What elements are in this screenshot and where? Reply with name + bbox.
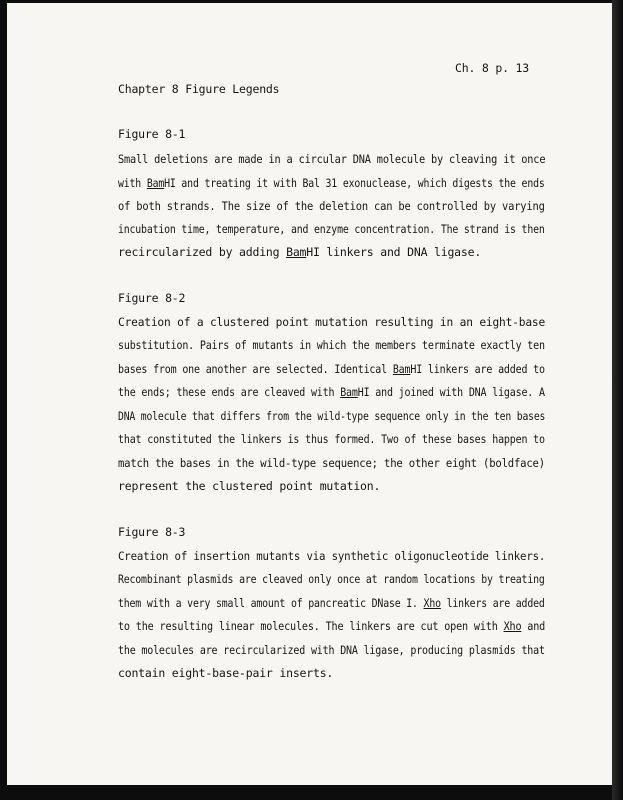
legend-line: the molecules are recircularized with DNA ligase, producing plasmids that [118,643,545,657]
legend-line: recircularized by adding BamHI linkers and DNA ligase. [118,245,482,259]
figure-title: Figure 8-1 [118,127,186,141]
legend-line: the ends; these ends are cleaved with BamHI and joined with DNA ligase. A [118,385,545,399]
figure-title: Figure 8-2 [118,291,186,305]
legend-line: DNA molecule that differs from the wild-type sequence only in the ten bases [118,409,546,423]
legend-line: substitution. Pairs of mutants in which the members terminate exactly ten [118,338,545,352]
figure-title: Figure 8-3 [118,525,186,539]
legend-line: Creation of a clustered point mutation resulting in an eight-base [118,315,546,329]
legend-line: represent the clustered point mutation. [118,479,381,493]
legend-line: match the bases in the wild-type sequence; the other eight (boldface) [118,456,545,470]
legend-line: with BamHI and treating it with Bal 31 exonuclease, which digests the ends [118,176,545,190]
legend-line: to the resulting linear molecules. The linkers are cut open with Xho and [118,619,546,633]
legend-line: that constituted the linkers is thus formed. Two of these bases happen to [118,432,545,446]
legend-line: incubation time, temperature, and enzyme concentration. The strand is then [118,222,545,236]
legend-line: Recombinant plasmids are cleaved only once at random locations by treating [118,572,545,586]
legend-line: Small deletions are made in a circular DNA molecule by cleaving it once [118,152,546,166]
legend-line: Creation of insertion mutants via synthetic oligonucleotide linkers. [118,549,546,563]
legend-line: of both strands. The size of the deletion can be controlled by varying [118,199,545,213]
legend-line: bases from one another are selected. Identical BamHI linkers are added to [118,362,545,376]
page-number: Ch. 8 p. 13 [455,61,529,75]
document-heading: Chapter 8 Figure Legends [118,82,280,96]
page-edge-shadow [612,0,623,800]
legend-line: contain eight-base-pair inserts. [118,666,334,680]
legend-line: them with a very small amount of pancreatic DNase I. Xho linkers are added [118,596,545,610]
